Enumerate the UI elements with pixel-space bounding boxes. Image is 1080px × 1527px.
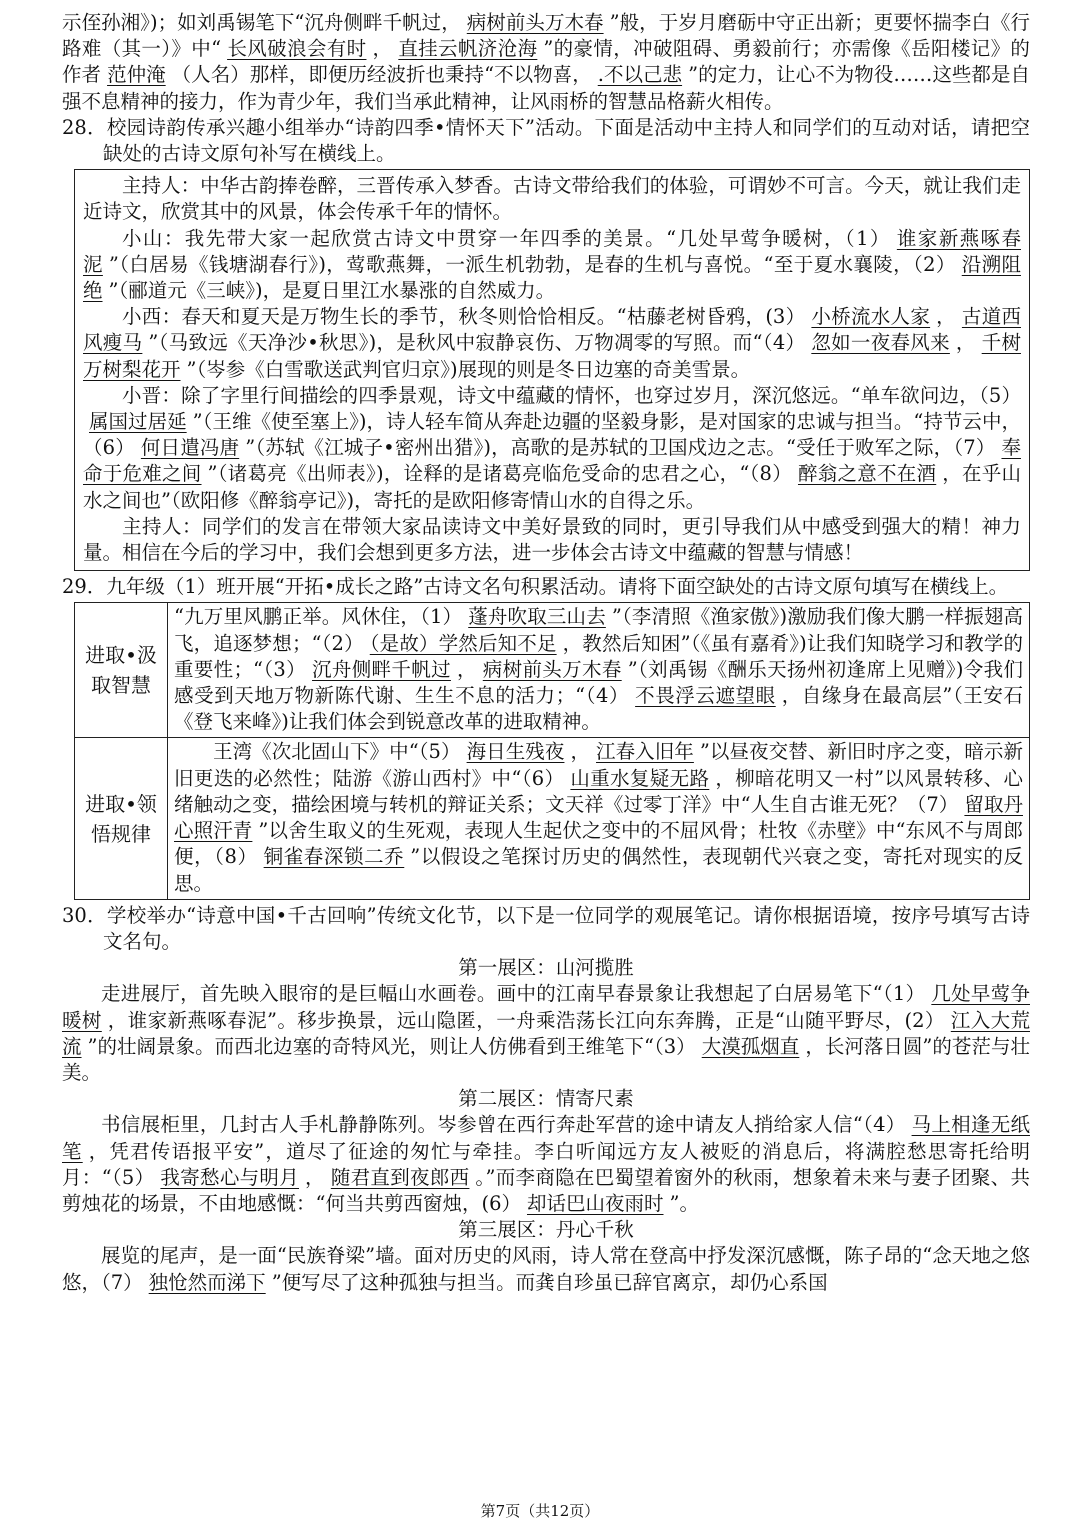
- answer-blank: 长风破浪会有时: [227, 37, 367, 61]
- answer-blank: 江入大荒流: [62, 1008, 1030, 1058]
- zone-3-title: 第三展区：丹心千秋: [458, 1218, 634, 1242]
- zone-text: 。”而李商隐在巴蜀望着窗外的秋雨，想象着未来与妻子团聚、共剪烛花的场景，不由地感慨：“何当共剪西窗烛，(6）: [62, 1165, 1030, 1215]
- answer-blank: 沉舟侧畔千帆过: [312, 657, 451, 681]
- host-closing: 主持人：同学们的发言在带领大家品读诗文中美好景致的同时，更引导我们从中感受到强大的精！神力量。相信在今后的学习中，我们会想到更多方法，进一步体会古诗文中蕴藏的智慧与情感！: [83, 514, 1021, 565]
- zone-1-paragraph: [62, 981, 1030, 1086]
- dialogue-text: 小西：春天和夏天是万物生长的季节，秋冬则恰恰相反。“枯藤老树昏鸦，(3）: [122, 305, 806, 329]
- zone-text: 书信展柜里，几封古人手札静静陈列。岑参曾在西行奔赴军营的途中请友人捎给家人信“（4）: [101, 1113, 906, 1137]
- table-row: [75, 738, 1030, 899]
- zone-text: ”便写尽了这种孤独与担当。而龚自珍虽已辞官离京，却仍心系国: [271, 1270, 828, 1294]
- dialogue-text: ”（白居易《钱塘湖春行》)，莺歌燕舞，一派生机勃勃，是春的生机与喜悦。“至于夏水襄陵，（2）: [108, 252, 956, 276]
- dialogue-text: ”（马致远《天净沙•秋思》)，是秋风中寂静哀伤、万物凋零的写照。而“（4）: [148, 331, 806, 355]
- zone-2-title: 第二展区：情寄尺素: [458, 1087, 634, 1111]
- intro-text: 示侄孙湘》)；如刘禹锡笔下“沉舟侧畔千帆过，: [62, 11, 461, 34]
- page-number: 第7页（共12页）: [480, 1502, 600, 1520]
- intro-text: ，: [372, 37, 393, 61]
- row-paragraph: [174, 604, 1023, 735]
- answer-blank: 病树前头万木春: [466, 11, 604, 34]
- row-content: [168, 738, 1030, 899]
- xiaoxi-speech: [83, 304, 1021, 383]
- answer-blank: （是故）学然后知不足: [369, 631, 557, 655]
- answer-blank: 奉命于危难之间: [83, 436, 1021, 486]
- zone-text: ，长河落日圆”的苍茫与壮美。: [62, 1034, 1030, 1084]
- answer-blank: 留取丹心照汗青: [174, 792, 1023, 843]
- xiaoshan-speech: [83, 226, 1021, 305]
- table-row: [75, 603, 1030, 738]
- dialogue-text: ”（郦道元《三峡》)，是夏日里江水暴涨的自然威力。: [108, 279, 556, 303]
- dialogue-text: ，: [955, 331, 976, 355]
- zone-text: 走进展厅，首先映入眼帘的是巨幅山水画卷。画中的江南早春景象让我想起了白居易笔下“（1）: [101, 982, 926, 1006]
- intro-text: （人名）那样，即便历经波折也秉持“不以物喜，: [171, 63, 592, 87]
- zone-2-paragraph: [62, 1112, 1030, 1217]
- answer-blank: 千树万树梨花开: [83, 331, 1021, 381]
- zone-3-paragraph: [62, 1243, 1030, 1295]
- question-29-heading: 29．九年级（1）班开展“开拓•成长之路”古诗文名句积累活动。请将下面空缺处的古诗文原句填写在横线上。: [62, 575, 1009, 599]
- answer-blank: 却话巴山夜雨时: [526, 1191, 664, 1215]
- dialogue-text: ，: [936, 305, 956, 329]
- answer-blank: 病树前头万木春: [482, 657, 622, 681]
- answer-blank: 我寄愁心与明月: [160, 1165, 300, 1189]
- answer-blank: .不以己悲: [597, 63, 683, 87]
- row-text: ”以昼夜交替、新旧时序之变，暗示新旧更迭的必然性；陆游《游山西村》中“（6）: [174, 740, 1023, 790]
- row-text: “九万里风鹏正举。风休住，（1）: [174, 605, 463, 629]
- zone-text: ，凭君传语报平安”，道尽了征途的匆忙与牵挂。李白听闻远方友人被贬的消息后，将满腔愁思寄托给明月：“（5）: [62, 1139, 1030, 1189]
- answer-blank: 醉翁之意不在酒: [797, 462, 937, 486]
- row-text: ，: [570, 740, 591, 764]
- row-label: 进取•汲取智慧: [75, 603, 168, 738]
- zone-text: ”。: [669, 1191, 699, 1215]
- answer-blank: 大漠孤烟直: [701, 1034, 800, 1058]
- answer-blank: 蓬舟吹取三山去: [468, 605, 606, 629]
- dialogue-text: ，在乎山水之间也”（欧阳修《醉翁亭记》)，寄托的是欧阳修寄情山水的自得之乐。: [83, 462, 1021, 512]
- row-text: ”（李清照《渔家傲》)激励我们像大鹏一样振翅高飞，追逐梦想；“（2）: [174, 605, 1023, 655]
- row-label: 进取•领悟规律: [75, 738, 168, 899]
- answer-blank: 几处早莺争暖树: [62, 982, 1030, 1032]
- intro-text: ”的定力，让心不为物役……这些都是自强不息精神的接力，作为青少年，我们当承此精神，让风雨桥的智慧品格薪火相传。: [62, 63, 1030, 113]
- row-text: ，: [456, 657, 477, 681]
- zone-1-title: 第一展区：山河揽胜: [458, 956, 634, 980]
- dialogue-text: ”（岑参《白雪歌送武判官归京》)展现的则是冬日边塞的奇美雪景。: [186, 357, 751, 381]
- answer-blank: 独怆然而涕下: [148, 1270, 266, 1294]
- answer-blank: 不畏浮云遮望眼: [635, 684, 776, 708]
- exam-page: [62, 10, 1030, 1296]
- row-text: ”以舍生取义的生死观，表现人生起伏之变中的不屈风骨；杜牧《赤壁》中“东风不与周郎便，（8）: [174, 819, 1023, 869]
- zone-text: 展览的尾声，是一面“民族脊梁”墙。面对历史的风雨，诗人常在登高中抒发深沉感慨，陈子昂的“念天地之悠悠，（7）: [62, 1244, 1030, 1294]
- answer-blank: 海日生残夜: [466, 740, 565, 764]
- xiaojin-speech: [83, 383, 1021, 514]
- answer-blank: 小桥流水人家: [811, 305, 931, 329]
- row-text: ”以假设之笔探讨历史的偶然性，表现朝代兴衰之变，寄托对现实的反思。: [174, 845, 1023, 895]
- row-content: [168, 603, 1030, 738]
- dialogue-text: ”（王维《使至塞上》)，诗人轻车简从奔赴边疆的坚毅身影，是对国家的忠诚与担当。“持节云中，（6）: [83, 410, 1021, 460]
- dialogue-text: ”（苏轼《江城子•密州出猎》)，高歌的是苏轼的卫国戍边之志。“受任于败军之际，（7）: [245, 436, 996, 460]
- host-opening: 主持人：中华古韵捧卷醉，三晋传承入梦香。古诗文带给我们的体验，可谓妙不可言。今天，就让我们走近诗文，欣赏其中的风景，体会传承千年的情怀。: [83, 174, 1021, 224]
- dialogue-text: 小晋：除了字里行间描绘的四季景观，诗文中蕴藏的情怀，也穿过岁月，深沉悠远。“单车欲问边，（5）: [122, 383, 1021, 407]
- question-30-heading: 30．学校举办“诗意中国•千古回响”传统文化节，以下是一位同学的观展笔记。请你根据语境，按序号填写古诗文名句。: [62, 903, 1030, 953]
- answer-blank: 何日遣冯唐: [140, 436, 240, 460]
- row-text: ，教然后知困”（《虽有嘉肴》)让我们知晓学习和教学的重要性；“（3）: [174, 631, 1023, 681]
- zone-text: ”的壮阔景象。而西北边塞的奇特风光，则让人仿佛看到王维笔下“（3）: [87, 1034, 696, 1058]
- answer-blank: 山重水复疑无路: [570, 766, 710, 790]
- answer-blank: 范仲淹: [107, 63, 166, 87]
- intro-paragraph: [62, 10, 1030, 115]
- zone-text: ，谁家新燕啄春泥”。移步换景，远山隐匿，一舟乘浩荡长江向东奔腾，正是“山随平野尽，(2）: [107, 1008, 945, 1032]
- answer-blank: 马上相逢无纸笔: [62, 1113, 1030, 1163]
- question-28-dialogue-box: [74, 169, 1030, 571]
- answer-blank: 沿溯阻绝: [83, 252, 1021, 303]
- answer-blank: 属国过居延: [89, 410, 187, 434]
- row-text: 王湾《次北固山下》中“（5）: [213, 740, 461, 764]
- answer-blank: 直挂云帆济沧海: [398, 37, 538, 61]
- answer-blank: 忽如一夜春风来: [811, 331, 950, 355]
- row-text: ，柳暗花明又一村”以风景转移、心绪触动之变，描绘困境与转机的辩证关系；文天祥《过零丁洋》中“人生自古谁无死？（7）: [174, 766, 1023, 816]
- answer-blank: 古道西风瘦马: [83, 305, 1021, 355]
- answer-blank: 随君直到夜郎西: [330, 1165, 470, 1189]
- row-text: ”（刘禹锡《酬乐天扬州初逢席上见赠》)令我们感受到天地万物新陈代谢、生生不息的活力；“（4）: [174, 657, 1023, 708]
- answer-blank: 铜雀春深锁二乔: [263, 845, 405, 869]
- intro-text: ”的豪情，冲破阻碍、勇毅前行；亦需像《岳阳楼记》的作者: [62, 37, 1030, 87]
- zone-text: ，: [305, 1165, 325, 1189]
- question-28-heading: 28．校园诗韵传承兴趣小组举办“诗韵四季•情怀天下”活动。下面是活动中主持人和同学们的互动对话，请把空缺处的古诗文原句补写在横线上。: [62, 115, 1030, 166]
- dialogue-text: ”（诸葛亮《出师表》)，诠释的是诸葛亮临危受命的忠君之心，“（8）: [207, 462, 792, 486]
- intro-text: ”般，于岁月磨砺中守正出新；更要怀揣李白《行路难（其一）》中“: [62, 11, 1030, 61]
- answer-blank: 谁家新燕啄春泥: [83, 226, 1021, 276]
- dialogue-text: 小山：我先带大家一起欣赏古诗文中贯穿一年四季的美景。“几处早莺争暖树，（1）: [122, 226, 891, 250]
- row-paragraph: [174, 739, 1023, 896]
- answer-blank: 江春入旧年: [596, 740, 694, 764]
- question-29-table: [74, 602, 1030, 899]
- row-text: ，自缘身在最高层”（王安石《登飞来峰》)让我们体会到锐意改革的进取精神。: [174, 684, 1023, 734]
